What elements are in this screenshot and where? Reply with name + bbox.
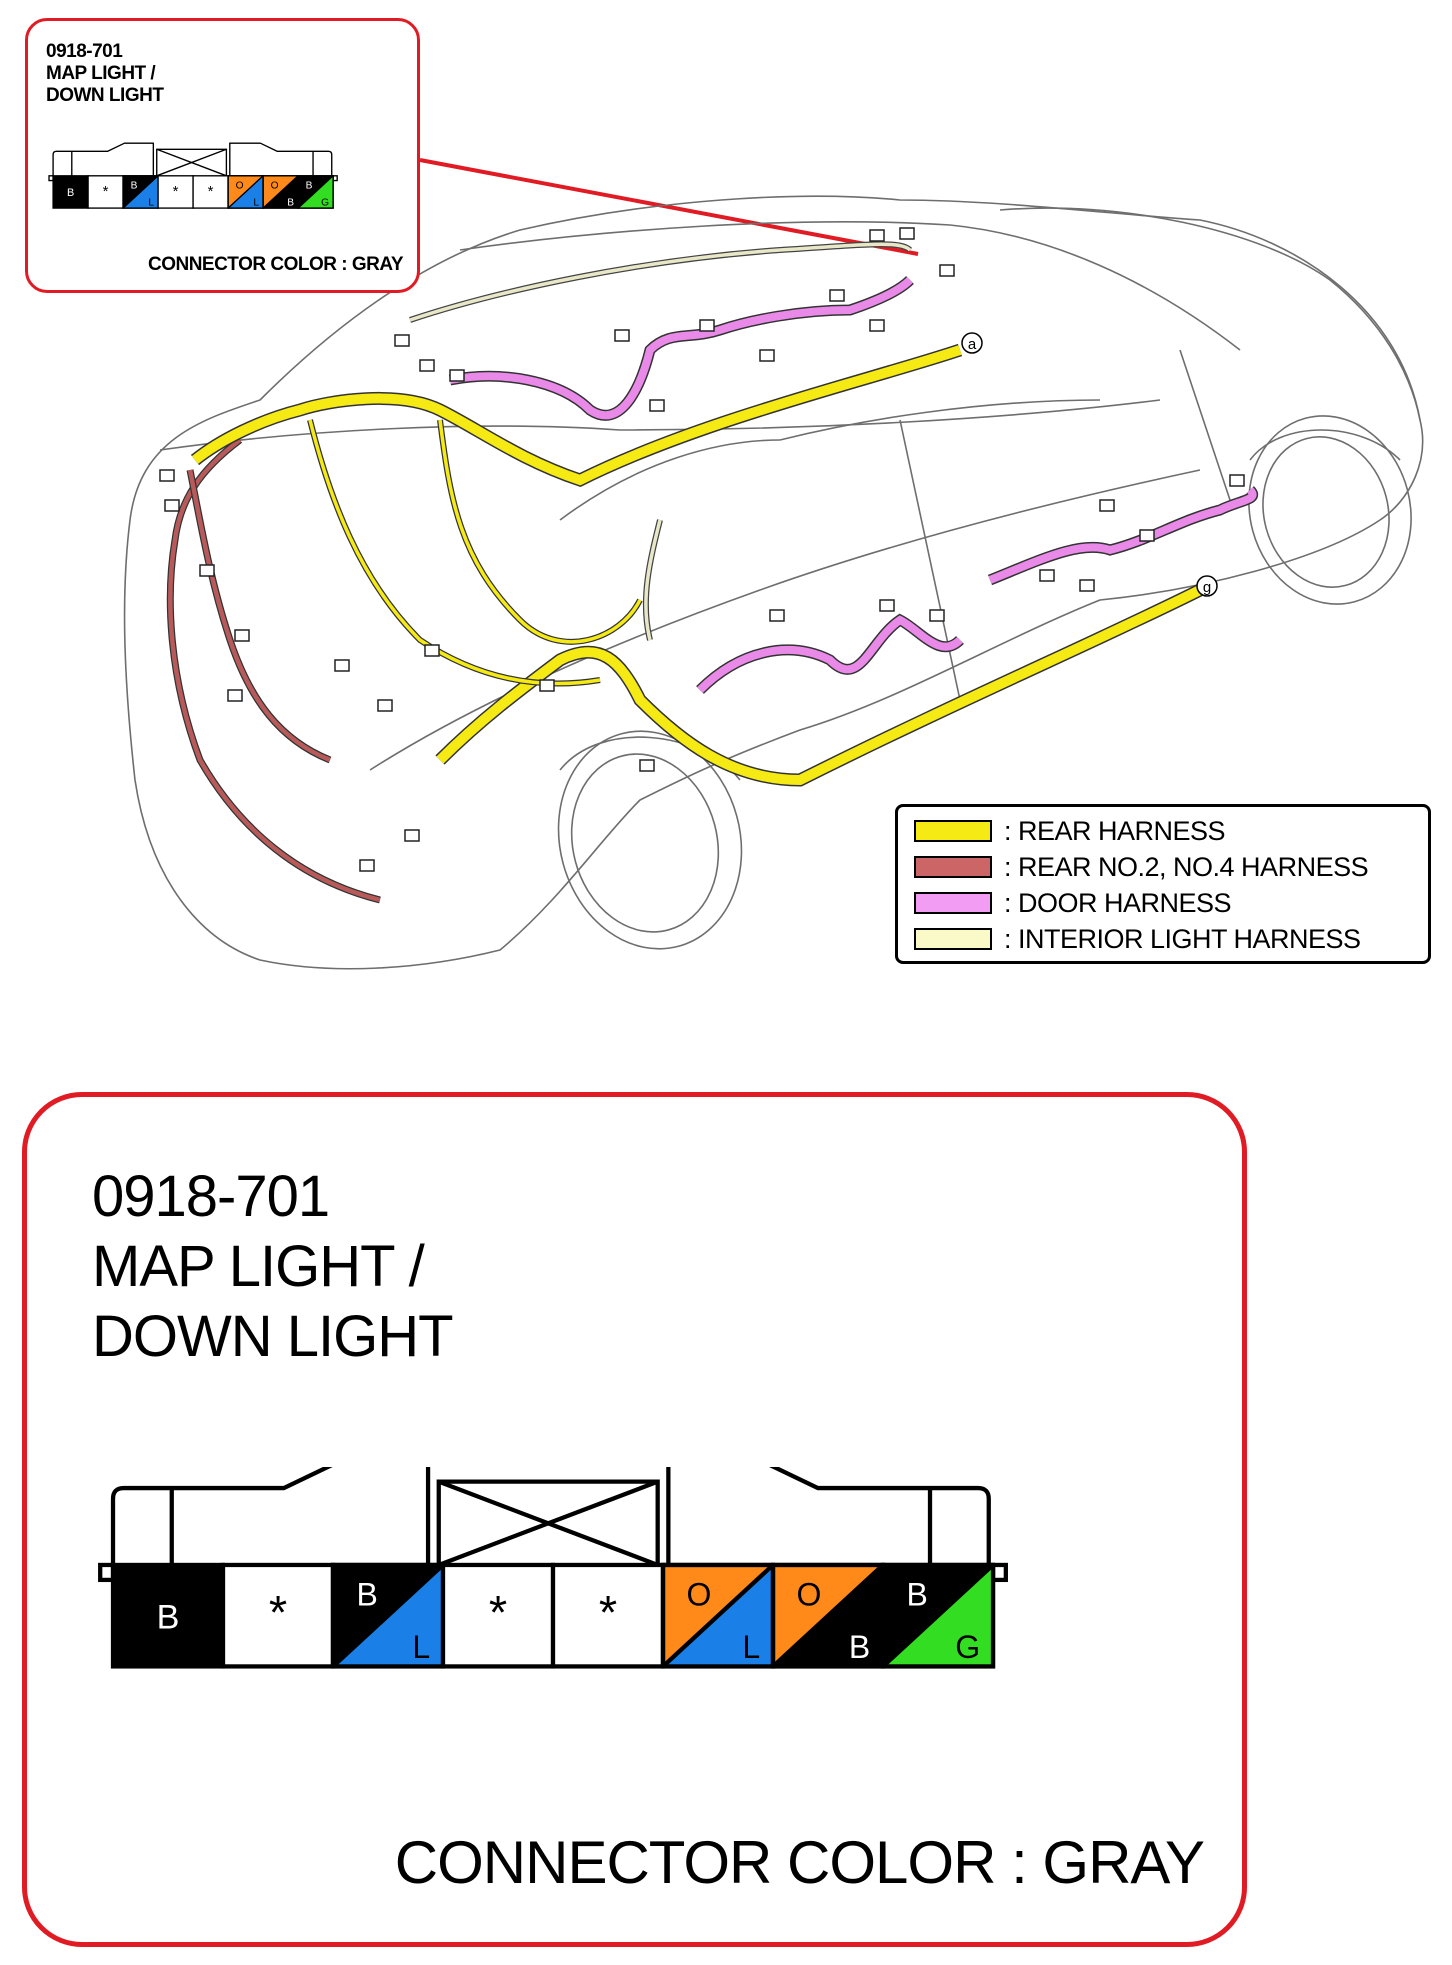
connector-pin-4-label: * xyxy=(488,1585,508,1639)
connector-pin-8 xyxy=(298,176,333,209)
connector-code-large: 0918-701 xyxy=(92,1164,330,1229)
legend-swatch-door-harness xyxy=(914,892,992,914)
connector-pin-7 xyxy=(773,1565,883,1666)
connector-name-line2-large: DOWN LIGHT xyxy=(92,1304,453,1369)
connector-color-note-large: CONNECTOR COLOR : GRAY xyxy=(394,1829,1204,1896)
connector-pin-2 xyxy=(223,1565,333,1666)
connector-pin-5-label: * xyxy=(207,183,214,201)
connector-pin-8-bottom-label: G xyxy=(955,1628,981,1665)
connector-pin-2 xyxy=(88,176,123,208)
connector-pin-7-top-label: O xyxy=(796,1576,822,1613)
legend-label-door-harness: : DOOR HARNESS xyxy=(1004,887,1232,918)
marker-a xyxy=(962,333,982,353)
connector-pin-4 xyxy=(443,1565,553,1666)
connector-color-note-small: CONNECTOR COLOR : GRAY xyxy=(147,254,403,275)
connector-pin-1 xyxy=(53,176,88,208)
marker-a-label: a xyxy=(967,336,977,353)
connector-pin-6-top-label: O xyxy=(686,1576,712,1613)
connector-pin-2-label: * xyxy=(268,1585,288,1639)
connector-pin-8-bottom-label: G xyxy=(321,197,330,209)
legend-item-door-harness xyxy=(914,888,1231,918)
legend-label-interior-light-harness: : INTERIOR LIGHT HARNESS xyxy=(1004,923,1361,954)
legend-label-rear-no2-no4-harness: : REAR NO.2, NO.4 HARNESS xyxy=(1004,851,1369,882)
legend-item-rear-no2-no4-harness xyxy=(914,852,1368,882)
connector-pin-8 xyxy=(883,1565,993,1666)
connector-housing xyxy=(49,143,337,180)
connector-pin-6 xyxy=(228,176,263,209)
connector-pin-1 xyxy=(113,1565,223,1666)
legend-swatch-rear-harness xyxy=(914,820,992,842)
connector-name-line1-large: MAP LIGHT / xyxy=(92,1234,424,1299)
harness-legend xyxy=(895,804,1431,964)
legend-label-rear-harness: : REAR HARNESS xyxy=(1004,815,1226,846)
connector-pin-3-top-label: B xyxy=(356,1576,378,1613)
callout-leader-line xyxy=(420,160,918,254)
connector-pin-1-label: B xyxy=(66,187,75,200)
marker-g xyxy=(1197,576,1217,596)
connector-pin-5-label: * xyxy=(598,1585,618,1639)
connector-callout-large xyxy=(22,1092,1247,1947)
connector-pin-3-bottom-label: L xyxy=(412,1628,431,1665)
connector-code-small: 0918-701 xyxy=(46,41,123,62)
connector-pin-6-bottom-label: L xyxy=(253,197,260,209)
connector-pin-3-top-label: B xyxy=(130,180,138,192)
connector-pin-6-bottom-label: L xyxy=(742,1628,761,1665)
connector-pin-8-top-label: B xyxy=(305,180,313,192)
connector-pin-7 xyxy=(263,176,298,209)
connector-pin-4-label: * xyxy=(172,183,179,201)
connector-title-small xyxy=(46,41,163,107)
connector-pin-2-label: * xyxy=(102,183,109,201)
connector-callout-small xyxy=(25,18,420,293)
connector-pin-5 xyxy=(193,176,228,208)
legend-swatch-interior-light-harness xyxy=(914,928,992,950)
connector-pin-7-bottom-label: B xyxy=(287,197,295,209)
connector-pin-6 xyxy=(663,1565,773,1666)
connector-pin-5 xyxy=(553,1565,663,1666)
connector-pin-4 xyxy=(158,176,193,208)
rear-harness xyxy=(195,350,1200,780)
legend-swatch-rear-no2-no4-harness xyxy=(914,856,992,878)
connector-name-line2-small: DOWN LIGHT xyxy=(46,85,164,106)
connector-pin-6-top-label: O xyxy=(235,180,244,192)
connector-pin-3-bottom-label: L xyxy=(148,197,155,209)
connector-title-large xyxy=(92,1162,453,1372)
connector-pin-7-top-label: O xyxy=(270,180,279,192)
legend-item-interior-light-harness xyxy=(914,924,1361,954)
connector-pin-3 xyxy=(123,176,158,209)
connector-face-small xyxy=(48,136,398,236)
connector-pin-7-bottom-label: B xyxy=(848,1628,871,1665)
connector-pin-8-top-label: B xyxy=(906,1576,928,1613)
legend-item-rear-harness xyxy=(914,816,1225,846)
connector-face-large xyxy=(97,1467,1197,1727)
connector-pin-1-label: B xyxy=(156,1598,180,1637)
connector-pin-3 xyxy=(333,1565,443,1666)
connector-name-line1-small: MAP LIGHT / xyxy=(46,63,156,84)
marker-g-label: g xyxy=(1202,579,1212,596)
